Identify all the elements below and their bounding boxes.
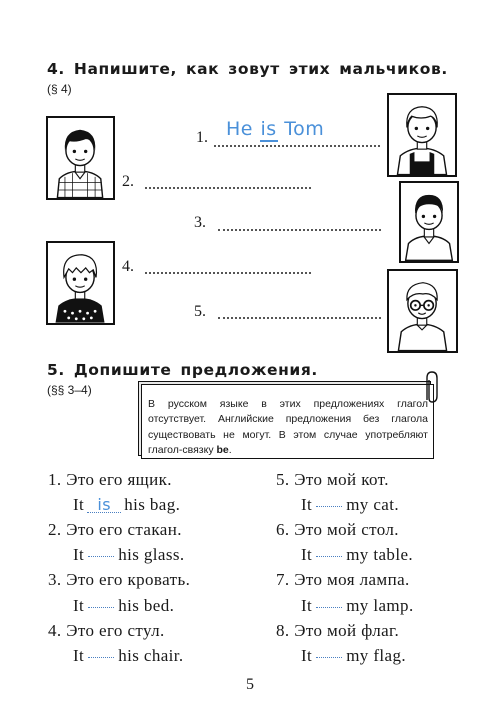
answer-word-he: He — [226, 118, 253, 140]
exercise-en-end: my cat. — [346, 495, 400, 514]
answer-word-is: is — [260, 118, 277, 140]
exercise-7-en — [301, 596, 414, 616]
exercise-5-ru — [276, 470, 389, 490]
exercise-number: 2. — [48, 520, 62, 539]
answer-line-1[interactable] — [214, 145, 380, 147]
exercise-2-ru — [48, 520, 182, 540]
task4-item-number: 5. — [194, 303, 206, 320]
exercise-ru-text: Это его стакан. — [66, 520, 182, 539]
exercise-4-en — [73, 646, 184, 666]
exercise-2-blank[interactable] — [88, 556, 114, 557]
boy-checked-shirt-icon — [48, 118, 113, 198]
task4-item1-answer — [226, 118, 324, 140]
task4-title: 4. Напишите, как зовут этих мальчиков. — [47, 60, 448, 78]
exercise-en-start: It — [73, 495, 85, 514]
exercise-1-en — [73, 495, 180, 515]
exercise-en-start: It — [301, 596, 313, 615]
task4-section-ref: (§ 4) — [47, 82, 72, 96]
task5-title: 5. Допишите предложения. — [47, 361, 318, 379]
exercise-ru-text: Это его кровать. — [66, 570, 191, 589]
exercise-number: 8. — [276, 621, 290, 640]
task4-item-number: 4. — [122, 258, 134, 275]
exercise-number: 1. — [48, 470, 62, 489]
exercise-2-en — [73, 545, 185, 565]
exercise-7-ru — [276, 570, 410, 590]
exercise-en-end: his bed. — [118, 596, 175, 615]
exercise-number: 5. — [276, 470, 290, 489]
exercise-ru-text: Это моя лампа. — [294, 570, 410, 589]
grammar-note-text — [148, 397, 428, 458]
boy-picture-checked-shirt — [46, 116, 115, 200]
boy-picture-overalls — [387, 93, 457, 177]
answer-word-tom: Tom — [284, 118, 325, 140]
task4-item-number: 1. — [196, 129, 208, 146]
exercise-ru-text: Это мой флаг. — [294, 621, 400, 640]
answer-line-2[interactable] — [145, 187, 311, 189]
exercise-en-end: my lamp. — [346, 596, 414, 615]
answer-line-5[interactable] — [218, 317, 381, 319]
exercise-en-start: It — [73, 646, 85, 665]
exercise-4-ru — [48, 621, 165, 641]
task4-item-number: 3. — [194, 214, 206, 231]
boy-sweater-icon — [48, 243, 113, 323]
page-number: 5 — [246, 676, 254, 693]
exercise-en-start: It — [73, 545, 85, 564]
boy-picture-glasses — [387, 269, 458, 353]
exercise-en-end: my flag. — [346, 646, 407, 665]
exercise-en-end: my table. — [346, 545, 414, 564]
exercise-6-blank[interactable] — [316, 556, 342, 557]
exercise-ru-text: Это мой кот. — [294, 470, 389, 489]
boy-overalls-icon — [389, 95, 455, 175]
note-keyword: be — [216, 443, 229, 456]
boy-glasses-icon — [389, 271, 456, 351]
exercise-3-ru — [48, 570, 190, 590]
exercise-8-blank[interactable] — [316, 657, 342, 658]
exercise-8-en — [301, 646, 406, 666]
exercise-6-ru — [276, 520, 399, 540]
exercise-1-answer[interactable]: is — [87, 498, 121, 513]
exercise-en-start: It — [301, 495, 313, 514]
exercise-en-start: It — [301, 646, 313, 665]
exercise-number: 4. — [48, 621, 62, 640]
exercise-4-blank[interactable] — [88, 657, 114, 658]
exercise-7-blank[interactable] — [316, 607, 342, 608]
exercise-5-blank[interactable] — [316, 506, 342, 507]
exercise-en-end: his bag. — [124, 495, 181, 514]
exercise-en-start: It — [301, 545, 313, 564]
boy-picture-sweater — [46, 241, 115, 325]
answer-line-4[interactable] — [145, 272, 311, 274]
exercise-8-ru — [276, 621, 399, 641]
task4-item-number: 2. — [122, 173, 134, 190]
exercise-ru-text: Это его ящик. — [66, 470, 172, 489]
exercise-number: 7. — [276, 570, 290, 589]
exercise-number: 6. — [276, 520, 290, 539]
exercise-ru-text: Это его стул. — [66, 621, 165, 640]
exercise-en-start: It — [73, 596, 85, 615]
exercise-number: 3. — [48, 570, 62, 589]
exercise-en-end: his chair. — [118, 646, 184, 665]
exercise-5-en — [301, 495, 399, 515]
boy-picture-dark-hair — [399, 181, 459, 263]
note-end: . — [228, 443, 232, 456]
exercise-3-blank[interactable] — [88, 607, 114, 608]
exercise-3-en — [73, 596, 174, 616]
answer-line-3[interactable] — [218, 229, 381, 231]
boy-dark-hair-icon — [401, 183, 457, 261]
exercise-1-ru — [48, 470, 172, 490]
note-body: В русском языке в этих предложениях глагол отсутствует. Английские предложения без глагола существовать не могут. В этом случае употребляют глагол-связку — [148, 398, 428, 456]
exercise-en-end: his glass. — [118, 545, 185, 564]
exercise-6-en — [301, 545, 413, 565]
exercise-ru-text: Это мой стол. — [294, 520, 399, 539]
task5-section-ref: (§§ 3–4) — [47, 383, 92, 397]
